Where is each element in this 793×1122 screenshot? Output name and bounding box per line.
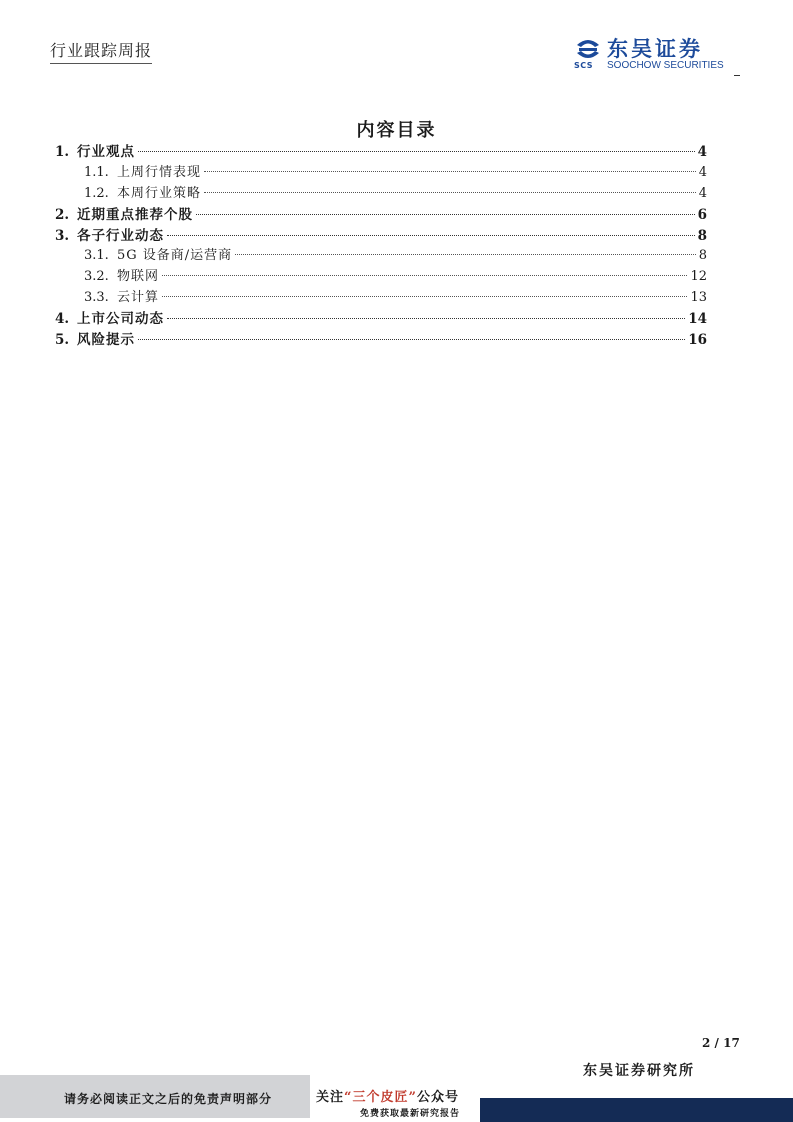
company-logo (573, 35, 743, 75)
toc-dot-leader (235, 254, 696, 255)
toc-entry-page: 13 (690, 290, 707, 306)
toc-dot-leader (204, 192, 696, 193)
toc-entry-number: 3.3. (84, 290, 109, 306)
logo-company-name: 东吴证券 (607, 37, 703, 61)
toc-entry-number: 2. (55, 206, 70, 223)
toc-dot-leader (138, 151, 695, 152)
toc-entry[interactable] (55, 267, 707, 288)
toc-entry-title: 近期重点推荐个股 (77, 206, 193, 223)
footer-navy-band (480, 1098, 793, 1122)
toc-entry-number: 4. (55, 311, 70, 328)
toc-entry-page: 16 (688, 332, 707, 349)
toc-entry-page: 6 (697, 206, 707, 223)
disclaimer-text: 请务必阅读正文之后的免责声明部分 (64, 1092, 273, 1106)
toc-entry-page: 14 (688, 311, 707, 328)
toc-entry-number: 3. (55, 227, 70, 244)
toc-dot-leader (196, 214, 695, 215)
toc-entry-number: 5. (55, 332, 70, 349)
toc-entry[interactable] (55, 184, 707, 205)
toc-dot-leader (167, 235, 695, 236)
logo-abbreviation: SCS (574, 61, 594, 70)
institute-name: 东吴证券研究所 (583, 1063, 695, 1079)
promo-subtitle: 免费获取最新研究报告 (360, 1109, 461, 1119)
toc-entry-title: 本周行业策略 (117, 185, 202, 201)
toc-entry-title: 云计算 (117, 290, 160, 306)
page-indicator: 2 / 17 (702, 1036, 740, 1050)
toc-entry-page: 4 (698, 185, 707, 201)
toc-entry-number: 1.2. (84, 185, 109, 201)
toc-entry[interactable] (55, 288, 707, 309)
toc-entry-page: 4 (698, 164, 707, 180)
toc-dot-leader (204, 171, 696, 172)
toc-entry-number: 1. (55, 144, 70, 160)
promo-prefix: 关注 (316, 1090, 345, 1105)
toc-entry-title: 行业观点 (77, 144, 135, 160)
toc-dot-leader (162, 296, 687, 297)
toc-entry[interactable] (55, 309, 707, 330)
toc-entry[interactable] (55, 246, 707, 267)
header-divider (734, 75, 740, 76)
promo-suffix: 公众号 (416, 1090, 459, 1105)
toc-entry-page: 12 (690, 269, 707, 285)
toc-entry-title: 5G 设备商/运营商 (117, 248, 233, 264)
toc-entry-title: 物联网 (117, 269, 160, 285)
toc-entry[interactable] (55, 205, 707, 226)
toc-title: 内容目录 (356, 120, 437, 141)
toc-dot-leader (167, 318, 685, 319)
toc-entry-title: 上周行情表现 (117, 164, 202, 180)
toc-dot-leader (138, 339, 685, 340)
toc-entry-title: 上市公司动态 (77, 311, 164, 328)
toc-entry[interactable] (55, 163, 707, 184)
toc-entry-title: 风险提示 (77, 332, 135, 349)
report-type-label: 行业跟踪周报 (50, 38, 152, 64)
table-of-contents (55, 142, 707, 351)
toc-entry[interactable] (55, 226, 707, 247)
toc-entry-number: 1.1. (84, 164, 109, 180)
promo-highlight: “三个皮匠” (344, 1090, 417, 1105)
toc-entry-title: 各子行业动态 (77, 227, 164, 244)
toc-dot-leader (162, 275, 687, 276)
toc-entry[interactable] (55, 142, 707, 163)
promo-banner (316, 1086, 459, 1105)
logo-english-name: SOOCHOW SECURITIES (607, 60, 724, 71)
toc-entry[interactable] (55, 330, 707, 351)
toc-entry-page: 8 (697, 227, 707, 244)
toc-entry-number: 3.2. (84, 269, 109, 285)
toc-entry-number: 3.1. (84, 248, 109, 264)
toc-entry-page: 4 (697, 144, 707, 160)
toc-entry-page: 8 (698, 248, 707, 264)
